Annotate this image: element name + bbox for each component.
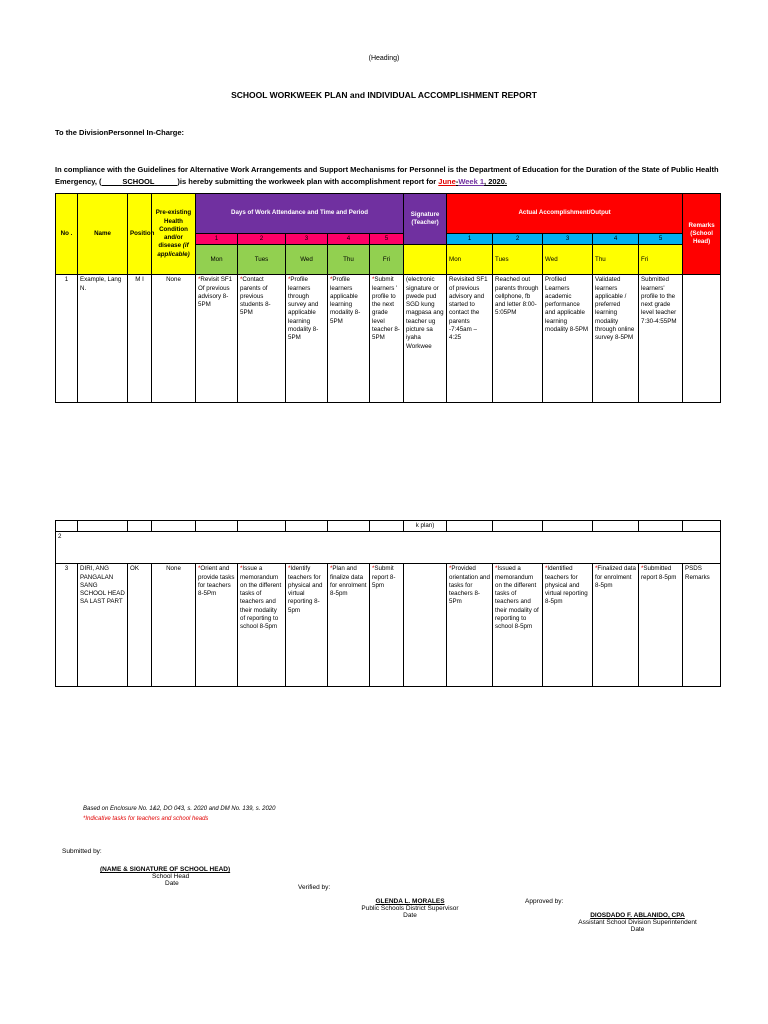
actual-day-number: 5 [639,234,683,245]
row1-signature: (electronic signature or pwede pud SGD kung magpasa ang teacher ug picture sa iyaha Workwee [404,275,447,403]
row2-no: 2 [56,532,721,564]
row3-name: DIRI, ANG PANGALAN SANG SCHOOL HEAD SA LAST PART [78,564,128,687]
asds-block [560,912,715,933]
row3-no: 3 [56,564,78,687]
asds-date: Date [630,926,645,933]
row3-plan-fri-text: Submit report 8-5pm [372,565,396,589]
row3-actual-wed: *Identified teachers for physical and virtual reporting 8-5pm [543,564,593,687]
row3-actual-mon: *Provided orientation and tasks for teachers 8-5Pm [447,564,493,687]
row1-plan-fri-text: Submit learners ' profile to the next grade level teacher 8-5PM [372,276,400,342]
row3-plan-tues-text: Issue a memorandum on the different tasks of teachers and their modality of reporting to school 8-5pm [240,565,282,631]
intro-part2: )is hereby submitting the workweek plan with accomplishment report for [177,177,439,186]
row1-actual-tues: Reached out parents through cellphone, fb and letter 8:00-5:05PM [493,275,543,403]
plan-day-thu: Thu [328,245,370,275]
lower-cell [328,521,370,532]
workweek-table-upper [55,193,721,403]
row3-actual-fri-text: Submitted report 8-5pm [641,565,677,581]
plan-day-number: 3 [286,234,328,245]
document-title: SCHOOL WORKWEEK PLAN and INDIVIDUAL ACCOMPLISHMENT REPORT [231,90,537,100]
row1-remarks [683,275,721,403]
row1-plan-fri: *Submit learners ' profile to the next grade level teacher 8-5PM [370,275,404,403]
row3-actual-mon-text: Provided orientation and tasks for teachers 8-5Pm [449,565,490,606]
plan-day-fri: Fri [370,245,404,275]
lower-cell [593,521,639,532]
actual-day-thu: Thu [593,245,639,275]
plan-day-wed: Wed [286,245,328,275]
header-actual: Actual Accomplishment/Output [447,194,683,234]
row3-actual-wed-text: Identified teachers for physical and virtual reporting 8-5pm [545,565,588,606]
row3-plan-tues: *Issue a memorandum on the different tasks of teachers and their modality of reporting to school 8-5pm [238,564,286,687]
asds-title: Assistant School Division Superintendent [578,919,697,926]
lower-cell [286,521,328,532]
verified-by-label: Verified by: [298,884,331,891]
row1-actual-thu: Validated learners applicable / preferred learning modality through online survey 8-5PM [593,275,639,403]
header-position: Position [128,194,152,275]
header-remarks: Remarks (School Head) [683,194,721,275]
lower-cell [639,521,683,532]
school-head-name: (NAME & SIGNATURE OF SCHOOL HEAD) [100,866,231,873]
plan-day-number: 2 [238,234,286,245]
row1-no: 1 [56,275,78,403]
plan-day-tues: Tues [238,245,286,275]
row3-signature [404,564,447,687]
supervisor-name: GLENDA L. MORALES [375,898,445,905]
lower-cell [370,521,404,532]
row1-health: None [152,275,196,403]
header-days: Days of Work Attendance and Time and Period [196,194,404,234]
row3-plan-mon-text: Orient and provide tasks for teachers 8-5Pm [198,565,235,598]
heading-text: (Heading) [368,55,400,62]
lower-cell [543,521,593,532]
supervisor-date: Date [403,912,417,919]
intro-part1: In compliance with the Guidelines for Alternative Work Arrangements and Support Mechanisms for Personnel is the Department of Education for the Duration of the State of Public Health Emergency, ( [55,165,719,186]
row3-plan-wed: *Identify teachers for physical and virtual reporting 8-5pm [286,564,328,687]
lower-cell [152,521,196,532]
header-name: Name [78,194,128,275]
row3-actual-thu-text: Finalized data for enrolment 8-5pm [595,565,636,589]
row1-plan-thu-text: Profile learners applicable learning modality 8-5PM [330,276,361,325]
actual-day-wed: Wed [543,245,593,275]
lower-cell [196,521,238,532]
school-head-title: School Head [152,873,190,880]
plan-day-number: 1 [196,234,238,245]
row3-actual-thu: *Finalized data for enrolment 8-5pm [593,564,639,687]
approved-by-label: Approved by: [525,898,564,905]
header-health-italic: (if applicable) [157,242,190,258]
header-no: No . [56,194,78,275]
signature-day-blank [404,245,447,275]
plan-day-number: 5 [370,234,404,245]
intro-school-text: SCHOOL [122,177,155,186]
row3-actual-tues: *Issued a memorandum on the different tasks of teachers and their modality of reporting to school 8-5pm [493,564,543,687]
lower-cell [493,521,543,532]
row1-plan-wed: *Profile learners through survey and applicable learning modality 8-5PM [286,275,328,403]
asds-name: DIOSDADO F. ABLANIDO, CPA [590,912,685,919]
supervisor-title: Public Schools District Supervisor [361,905,459,912]
row1-actual-wed: Profiled Learners academic performance and applicable learning modality 8-5PM [543,275,593,403]
row3-plan-mon: *Orient and provide tasks for teachers 8-5Pm [196,564,238,687]
workweek-table-lower [55,520,721,687]
row1-plan-tues-text: Contact parents of previous students 8-5PM [240,276,271,317]
actual-day-fri: Fri [639,245,683,275]
signature-continuation: k plan) [404,521,447,532]
lower-cell [683,521,721,532]
plan-day-mon: Mon [196,245,238,275]
actual-day-tues: Tues [493,245,543,275]
row1-plan-mon-text: Revisit SF1 Of previous advisory 8-5PM [198,276,233,309]
lower-cell [128,521,152,532]
row3-health: None [152,564,196,687]
intro-dash: - [455,177,459,186]
row1-actual-fri: Submitted learners' profile to the next grade level teacher 7:30-4:55PM [639,275,683,403]
row1-plan-thu: *Profile learners applicable learning modality 8-5PM [328,275,370,403]
supervisor-block [350,898,470,919]
intro-paragraph [55,164,720,188]
plan-day-number: 4 [328,234,370,245]
row3-position: OK [128,564,152,687]
lower-cell [78,521,128,532]
addressee-line: To the DivisionPersonnel In-Charge: [55,128,185,137]
row3-plan-thu-text: Plan and finalize data for enrolment 8-5pm [330,565,367,598]
row3-actual-tues-text: Issued a memorandum on the different tasks of teachers and their modality of reporting to school 8-5pm [495,565,539,631]
row3-actual-fri: *Submitted report 8-5pm [639,564,683,687]
intro-month: June [438,177,456,186]
header-health [152,194,196,275]
row1-plan-wed-text: Profile learners through survey and applicable learning modality 8-5PM [288,276,319,342]
actual-day-mon: Mon [447,245,493,275]
lower-cell [447,521,493,532]
row3-plan-wed-text: Identify teachers for physical and virtual reporting 8-5pm [288,565,323,614]
header-signature: Signature (Teacher) [404,194,447,245]
actual-day-number: 1 [447,234,493,245]
footnote-indicative: *Indicative tasks for teachers and school heads [83,816,209,822]
lower-cell [238,521,286,532]
header-health-text: Pre-existing Health Condition and/or disease [155,209,192,250]
actual-day-number: 4 [593,234,639,245]
row1-actual-mon: Revisited SF1 of previous advisory and started to contact the parents -7:45am – 4:25 [447,275,493,403]
row1-plan-mon: *Revisit SF1 Of previous advisory 8-5PM [196,275,238,403]
intro-year: , 2020. [484,177,507,186]
actual-day-number: 3 [543,234,593,245]
row1-position: M I [128,275,152,403]
school-head-block [100,866,230,887]
lower-cell [56,521,78,532]
row1-name: Example, Lang N. [78,275,128,403]
intro-week: Week 1 [458,177,485,186]
submitted-by-label: Submitted by: [62,848,102,855]
row3-remarks: PSDS Remarks [683,564,721,687]
row3-plan-thu: *Plan and finalize data for enrolment 8-5pm [328,564,370,687]
school-head-date: Date [165,880,179,887]
footnote-based-on: Based on Enclosure No. 1&2, DO 043, s. 2020 and DM No. 139, s. 2020 [83,806,276,812]
row3-plan-fri: *Submit report 8-5pm [370,564,404,687]
row1-plan-tues: *Contact parents of previous students 8-5PM [238,275,286,403]
intro-school [102,177,178,186]
actual-day-number: 2 [493,234,543,245]
